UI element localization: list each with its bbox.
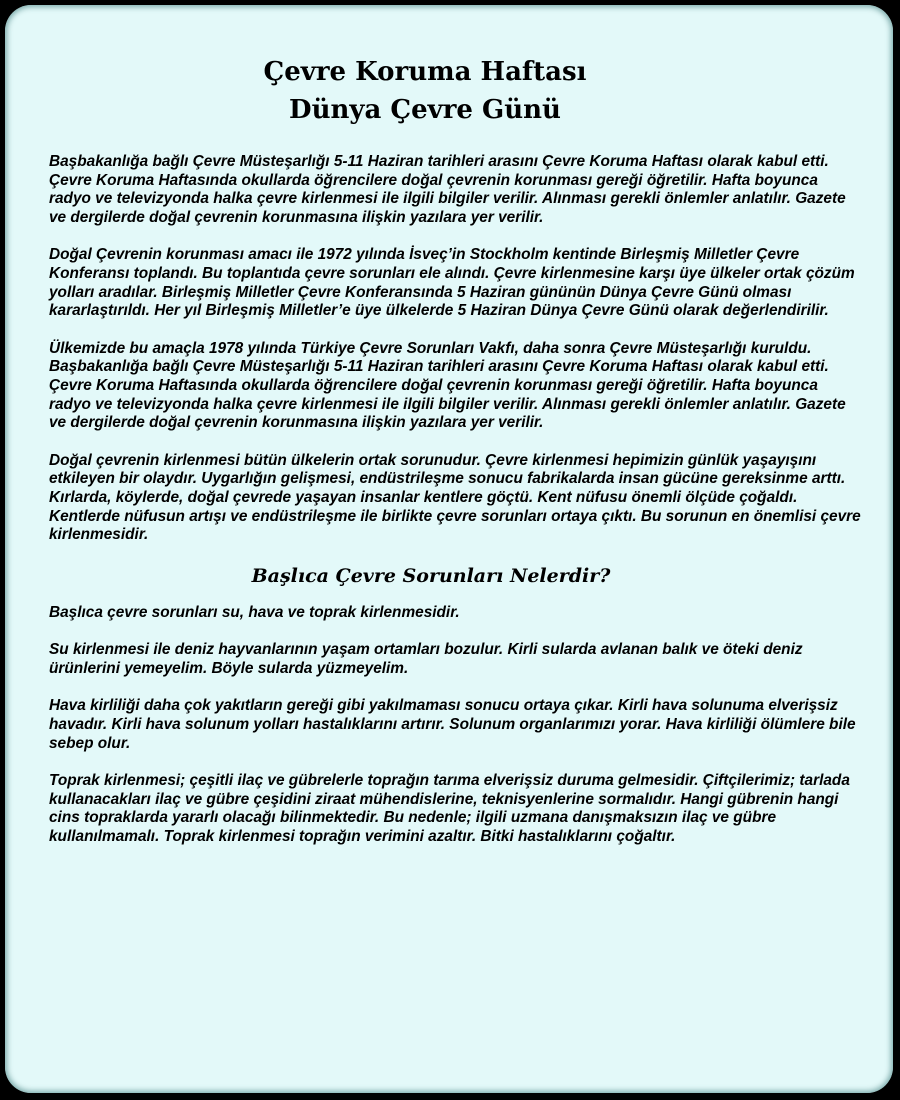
document-page bbox=[5, 5, 893, 1093]
paragraph-problems-3: Hava kirliliği daha çok yakıtların gereği gibi yakılmaması sonucu ortaya çıkar. Kirli hava solunuma elverişsiz havadır. Kirli hava solunum yolları hastalıklarını artırır. Solunum organlarımızı yorar. Hava kirliliği ölümlere bile sebep olur. bbox=[49, 697, 856, 752]
section-heading: Başlıca Çevre Sorunları Nelerdir? bbox=[251, 564, 611, 587]
title-line-1: Çevre Koruma Haftası bbox=[263, 57, 587, 87]
paragraph-intro-2: Doğal Çevrenin korunması amacı ile 1972 yılında İsveç’in Stockholm kentinde Birleşmiş Milletler Çevre Konferansı toplandı. Bu toplantıda çevre sorunları ele alındı. Çevre kirlenmesine karşı üye ülkeler ortak çözüm yolları aradılar. Birleşmiş Milletler Çevre Konferansında 5 Haziran gününün Dünya Çevre Günü olması kararlaştırıldı. Her yıl Birleşmiş Milletler’e üye ülkelerde 5 Haziran Dünya Çevre Günü olarak değerlendirilir. bbox=[49, 246, 855, 320]
title-line-2: Dünya Çevre Günü bbox=[289, 95, 561, 125]
paragraph-intro-4: Doğal çevrenin kirlenmesi bütün ülkelerin ortak sorunudur. Çevre kirlenmesi hepimizin günlük yaşayışını etkileyen bir olaydır. Uygarlığın gelişmesi, endüstrileşme sonucu fabrikalarda insan gücüne gereksinme arttı. Kırlarda, köylerde, doğal çevrede yaşayan insanlar kentlere göçtü. Kent nüfusu önemli ölçüde çoğaldı. Kentlerde nüfusun artışı ve endüstrileşme ile birlikte çevre sorunları ortaya çıktı. Bu sorunun en önemlisi çevre kirlenmesidir. bbox=[49, 451, 861, 544]
document-title bbox=[5, 53, 845, 129]
paragraph-intro-3: Ülkemizde bu amaçla 1978 yılında Türkiye Çevre Sorunları Vakfı, daha sonra Çevre Müsteşarlığı kuruldu. Başbakanlığa bağlı Çevre Müsteşarlığı 5-11 Haziran tarihleri arasını Çevre Koruma Haftası olarak kabul etti. Çevre Koruma Haftasında okullarda öğrencilere doğal çevrenin korunması gereği öğretilir. Hafta boyunca radyo ve televizyonda halka çevre kirlenmesi ile ilgili bilgiler verilir. Alınması gerekli önlemler anlatılır. Gazete ve dergilerde doğal çevrenin korunmasına ilişkin yazılara yer verilir. bbox=[49, 339, 846, 432]
paragraph-problems-4: Toprak kirlenmesi; çeşitli ilaç ve gübrelerle toprağın tarıma elverişsiz duruma gelmesidir. Çiftçilerimiz; tarlada kullanacakları ilaç ve gübre çeşidini ziraat mühendislerine, teknisyenlerine sormalıdır. Hangi gübrenin hangi cins topraklarda yararlı olacağı bilinmektedir. Bu nedenle; ilgili uzmana danışmaksızın ilaç ve gübre kullanılmamalı. Toprak kirlenmesi toprağın verimini azaltır. Bitki hastalıklarını çoğaltır. bbox=[49, 772, 850, 846]
paragraph-problems-2: Su kirlenmesi ile deniz hayvanlarının yaşam ortamları bozulur. Kirli sularda avlanan balık ve öteki deniz ürünlerini yemeyelim. Böyle sularda yüzmeyelim. bbox=[49, 641, 803, 677]
document-body bbox=[49, 153, 861, 866]
paragraph-intro-1: Başbakanlığa bağlı Çevre Müsteşarlığı 5-11 Haziran tarihleri arasını Çevre Koruma Haftası olarak kabul etti. Çevre Koruma Haftasında okullarda öğrencilere doğal çevrenin korunması gereği öğretilir. Hafta boyunca radyo ve televizyonda halka çevre kirlenmesi ile ilgili bilgiler verilir. Alınması gerekli önlemler anlatılır. Gazete ve dergilerde doğal çevrenin korunmasına ilişkin yazılara yer verilir. bbox=[49, 153, 846, 226]
paragraph-problems-1: Başlıca çevre sorunları su, hava ve toprak kirlenmesidir. bbox=[49, 603, 460, 621]
